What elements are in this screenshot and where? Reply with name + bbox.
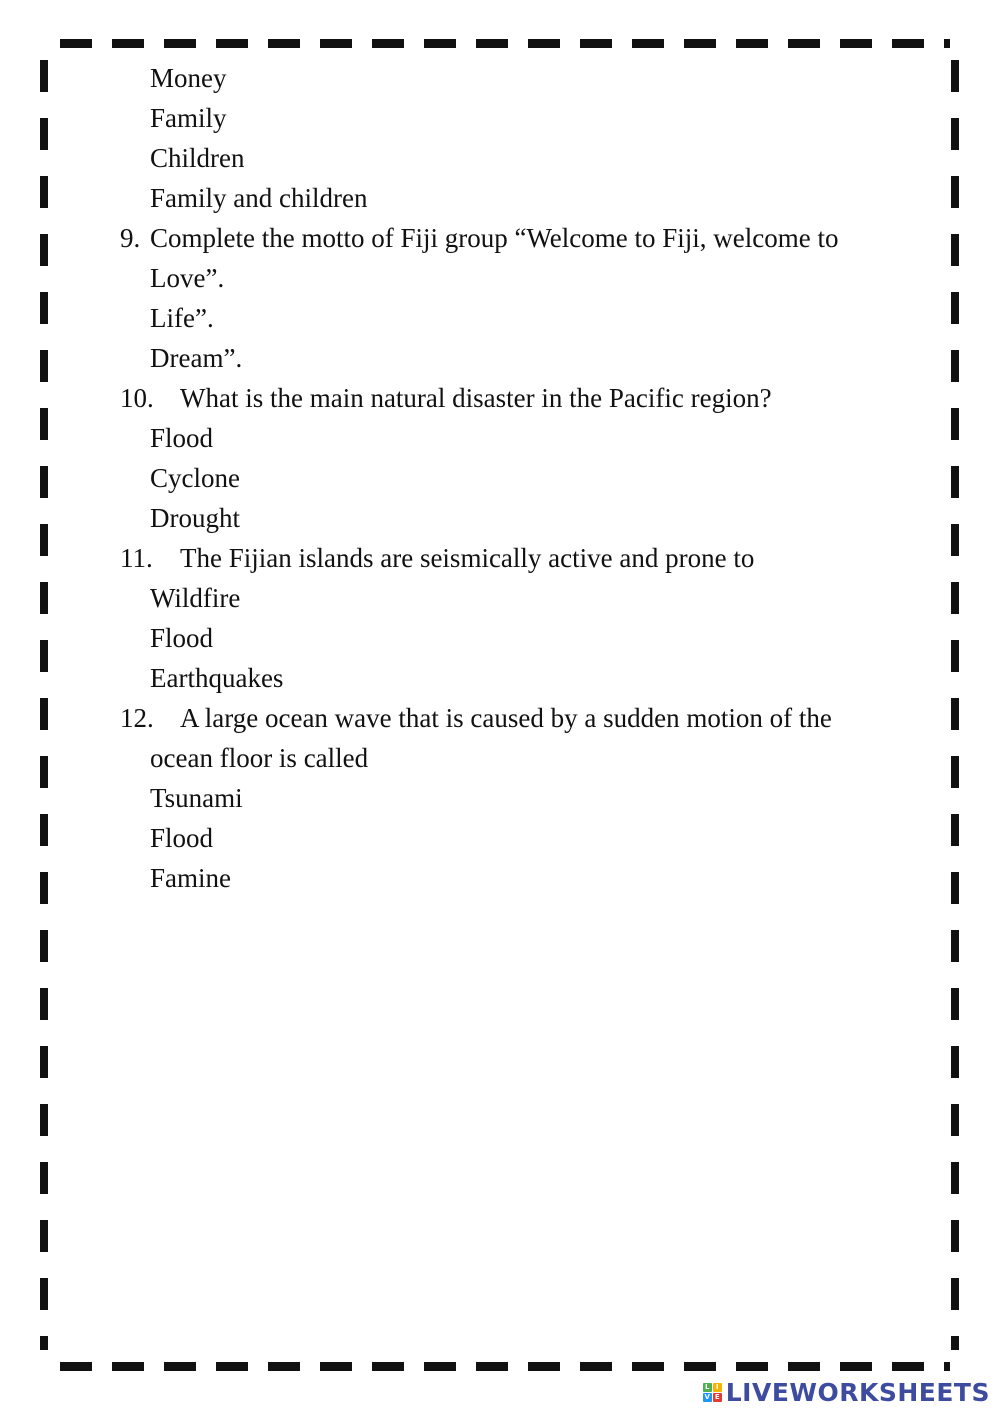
q12-option-flood[interactable]: Flood — [150, 823, 214, 853]
q12-question-line2: ocean floor is called — [150, 743, 369, 773]
q11-option-flood[interactable]: Flood — [150, 623, 214, 653]
q12-number: 12. — [120, 703, 154, 733]
dashed-border-left — [40, 60, 48, 1350]
q10-question: What is the main natural disaster in the Pacific region? — [180, 383, 772, 413]
dashed-border-top — [60, 39, 950, 48]
q8-option-family-and-children[interactable]: Family and children — [150, 183, 368, 213]
liveworksheets-logo-icon — [703, 1383, 722, 1402]
q9-question: Complete the motto of Fiji group “Welcome to Fiji, welcome to — [150, 223, 839, 253]
logo-letter-v: V — [704, 1393, 710, 1401]
q10-option-drought[interactable]: Drought — [150, 503, 240, 533]
logo-letter-i: I — [713, 1383, 722, 1392]
liveworksheets-watermark — [703, 1378, 990, 1407]
q10-option-flood[interactable]: Flood — [150, 423, 214, 453]
q10-option-cyclone[interactable]: Cyclone — [150, 463, 240, 493]
q10-number: 10. — [120, 383, 154, 413]
q9-option-life[interactable]: Life”. — [150, 303, 214, 333]
q12-option-tsunami[interactable]: Tsunami — [150, 783, 243, 813]
q9-option-dream[interactable]: Dream”. — [150, 343, 243, 373]
q12-option-famine[interactable]: Famine — [150, 863, 231, 893]
dashed-border-right — [951, 60, 959, 1350]
q8-option-children[interactable]: Children — [150, 143, 245, 173]
q9-number: 9. — [120, 223, 141, 253]
logo-letter-l: L — [703, 1383, 712, 1392]
q11-number: 11. — [120, 543, 153, 573]
liveworksheets-brand: LIVEWORKSHEETS — [725, 1378, 990, 1407]
q11-question: The Fijian islands are seismically active and prone to — [180, 543, 755, 573]
q8-option-money[interactable]: Money — [150, 63, 227, 93]
q8-option-family[interactable]: Family — [150, 103, 227, 133]
q12-question: A large ocean wave that is caused by a sudden motion of the — [180, 703, 832, 733]
dashed-border-bottom — [60, 1362, 950, 1371]
logo-letter-e: E — [713, 1393, 722, 1402]
q9-option-love[interactable]: Love”. — [150, 263, 225, 293]
q11-option-wildfire[interactable]: Wildfire — [150, 583, 241, 613]
q11-option-earthquakes[interactable]: Earthquakes — [150, 663, 284, 693]
